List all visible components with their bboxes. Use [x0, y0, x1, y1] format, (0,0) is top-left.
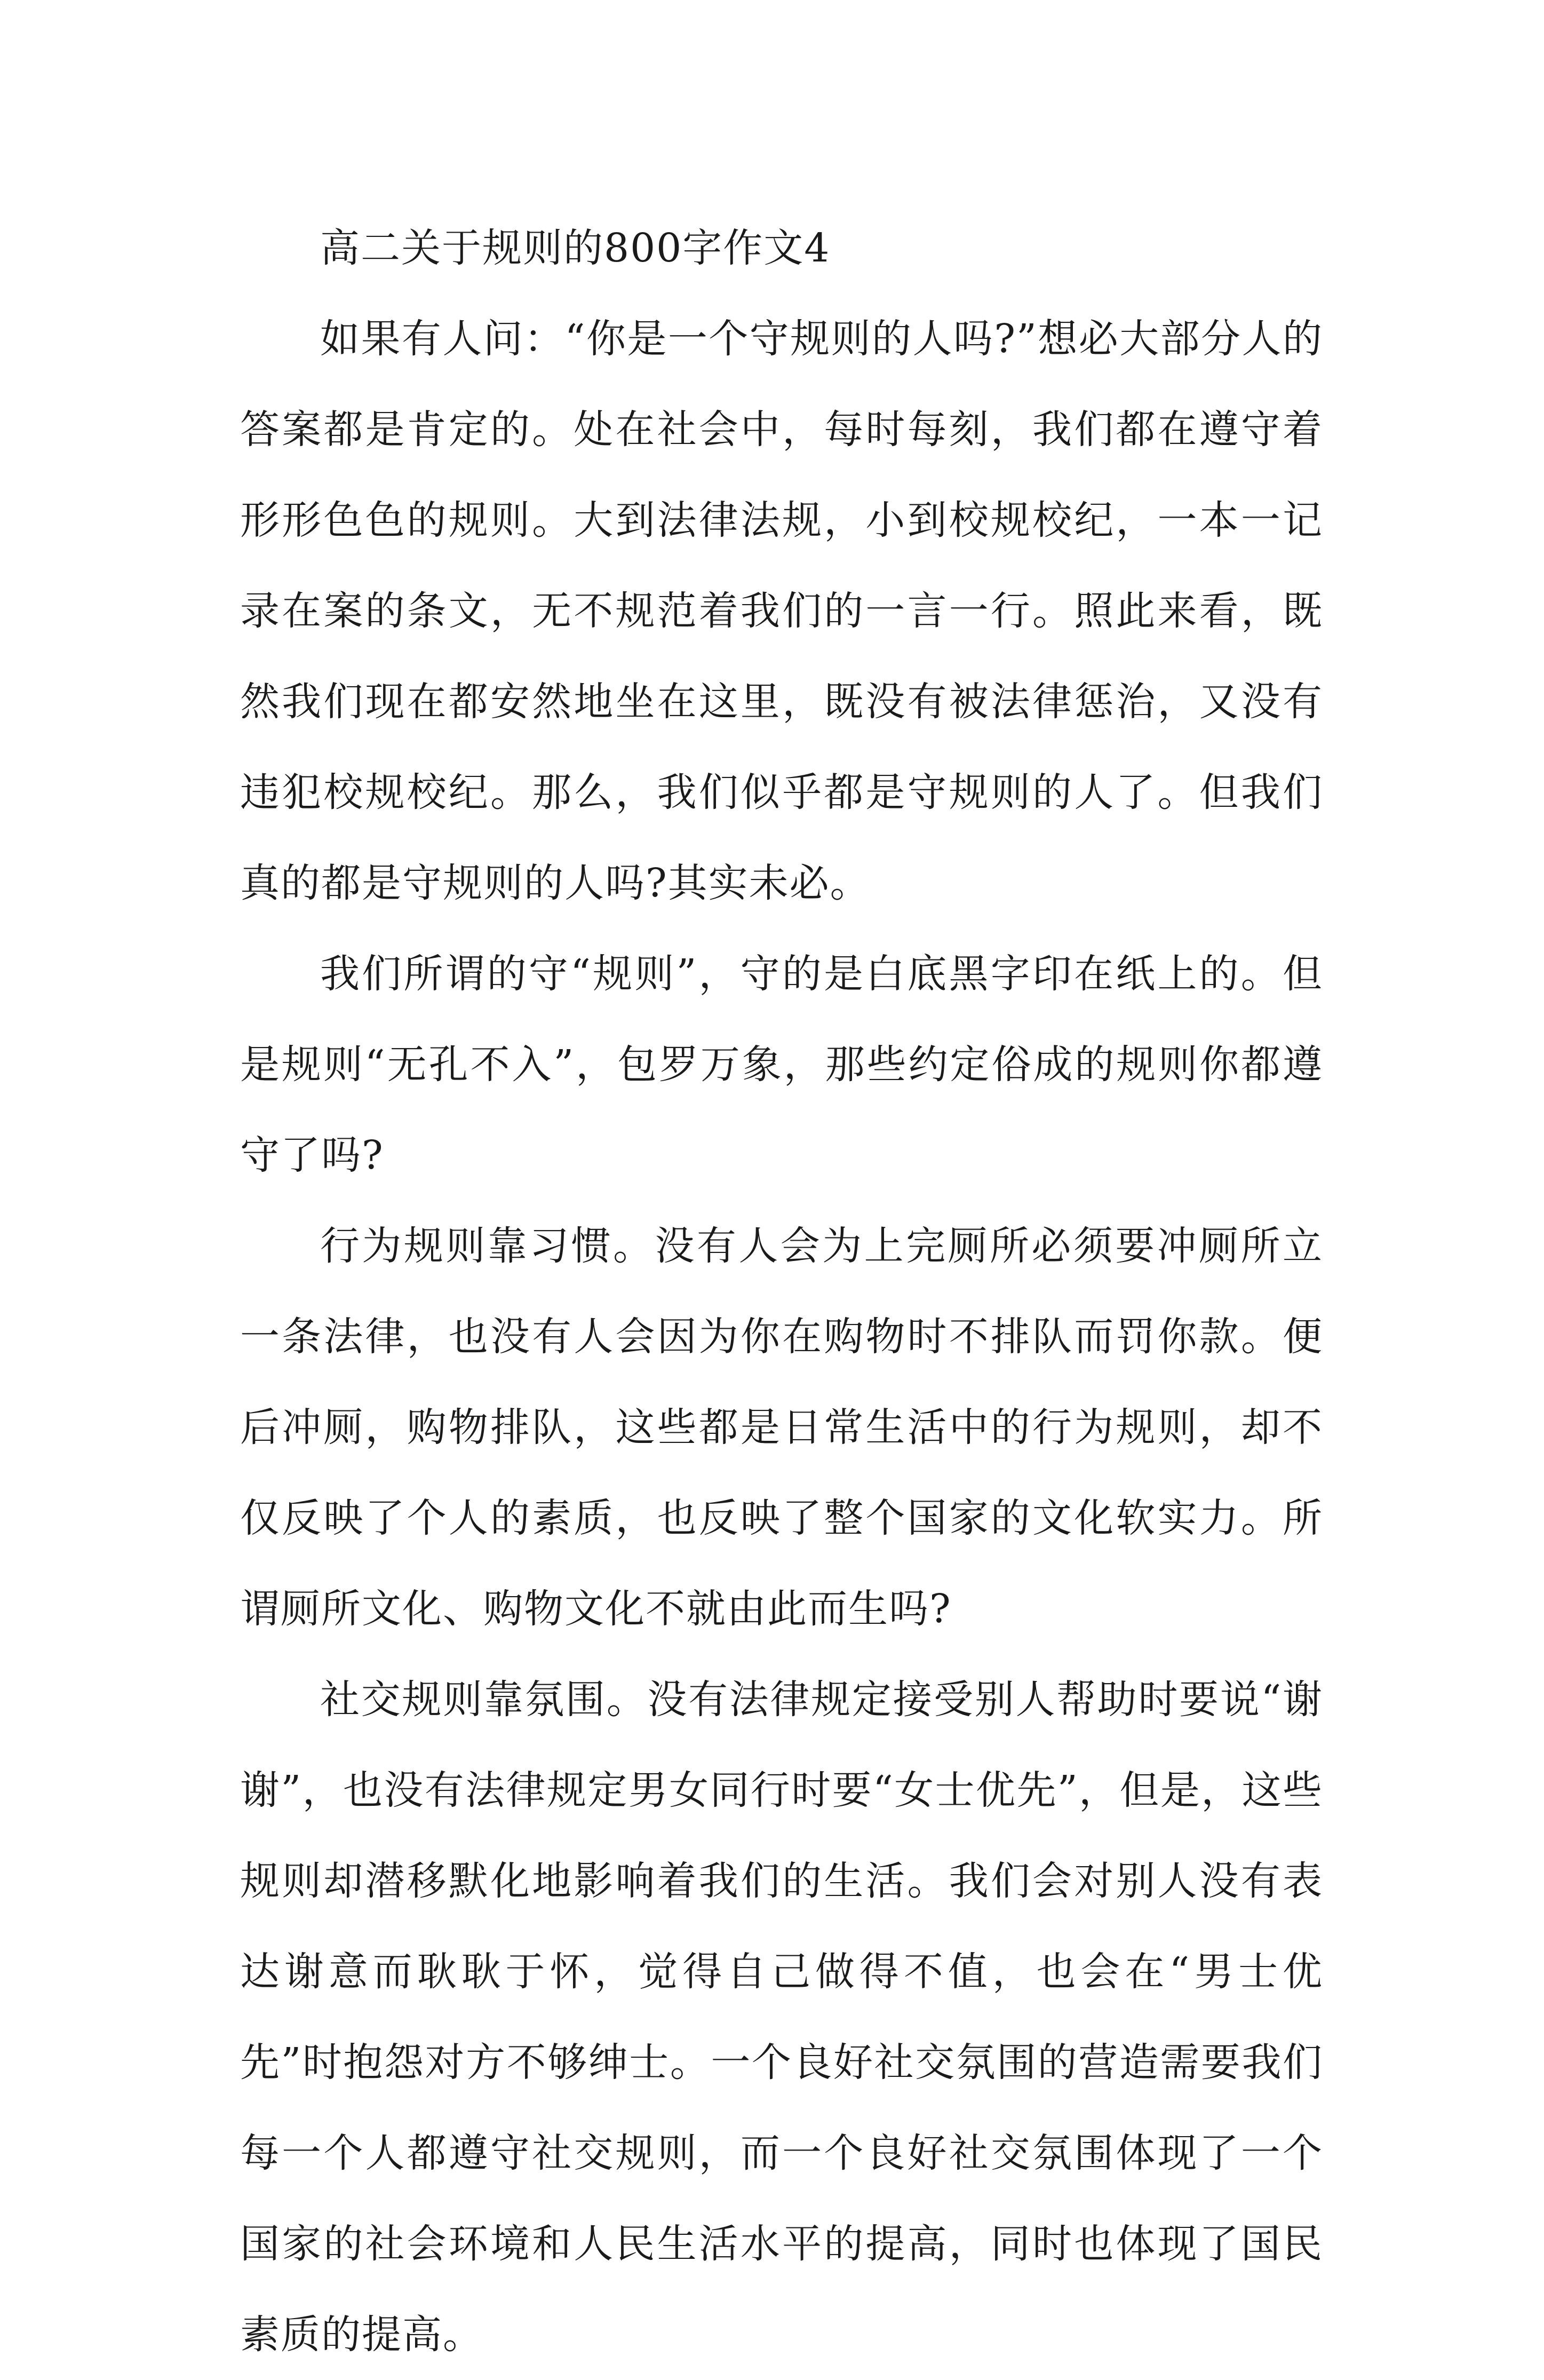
paragraph-2: 我们所谓的守“规则”，守的是白底黑字印在纸上的。但是规则“无孔不入”，包罗万象，那些约定俗成的规则你都遵守了吗? [240, 951, 1323, 1178]
paragraph-1: 如果有人问：“你是一个守规则的人吗?”想必大部分人的答案都是肯定的。处在社会中，每时每刻，我们都在遵守着形形色色的规则。大到法律法规，小到校规校纪，一本一记录在案的条文，无不规范着我们的一言一行。照此来看，既然我们现在都安然地坐在这里，既没有被法律惩治，又没有违犯校规校纪。那么，我们似乎都是守规则的人了。但我们真的都是守规则的人吗?其实未必。 [240, 316, 1323, 906]
essay-title: 高二关于规则的800字作文4 [320, 225, 831, 271]
paragraph-3: 行为规则靠习惯。没有人会为上完厕所必须要冲厕所立一条法律，也没有人会因为你在购物时不排队而罚你款。便后冲厕，购物排队，这些都是日常生活中的行为规则，却不仅反映了个人的素质，也反映了整个国家的文化软实力。所谓厕所文化、购物文化不就由此而生吗? [240, 1223, 1323, 1632]
paragraph-4: 社交规则靠氛围。没有法律规定接受别人帮助时要说“谢谢”，也没有法律规定男女同行时要“女士优先”，但是，这些规则却潜移默化地影响着我们的生活。我们会对别人没有表达谢意而耿耿于怀，觉得自己做得不值，也会在“男士优先”时抱怨对方不够绅士。一个良好社交氛围的营造需要我们每一个人都遵守社交规则，而一个良好社交氛围体现了一个国家的社会环境和人民生活水平的提高，同时也体现了国民素质的提高。 [240, 1677, 1323, 2358]
essay-body [240, 203, 1323, 2380]
